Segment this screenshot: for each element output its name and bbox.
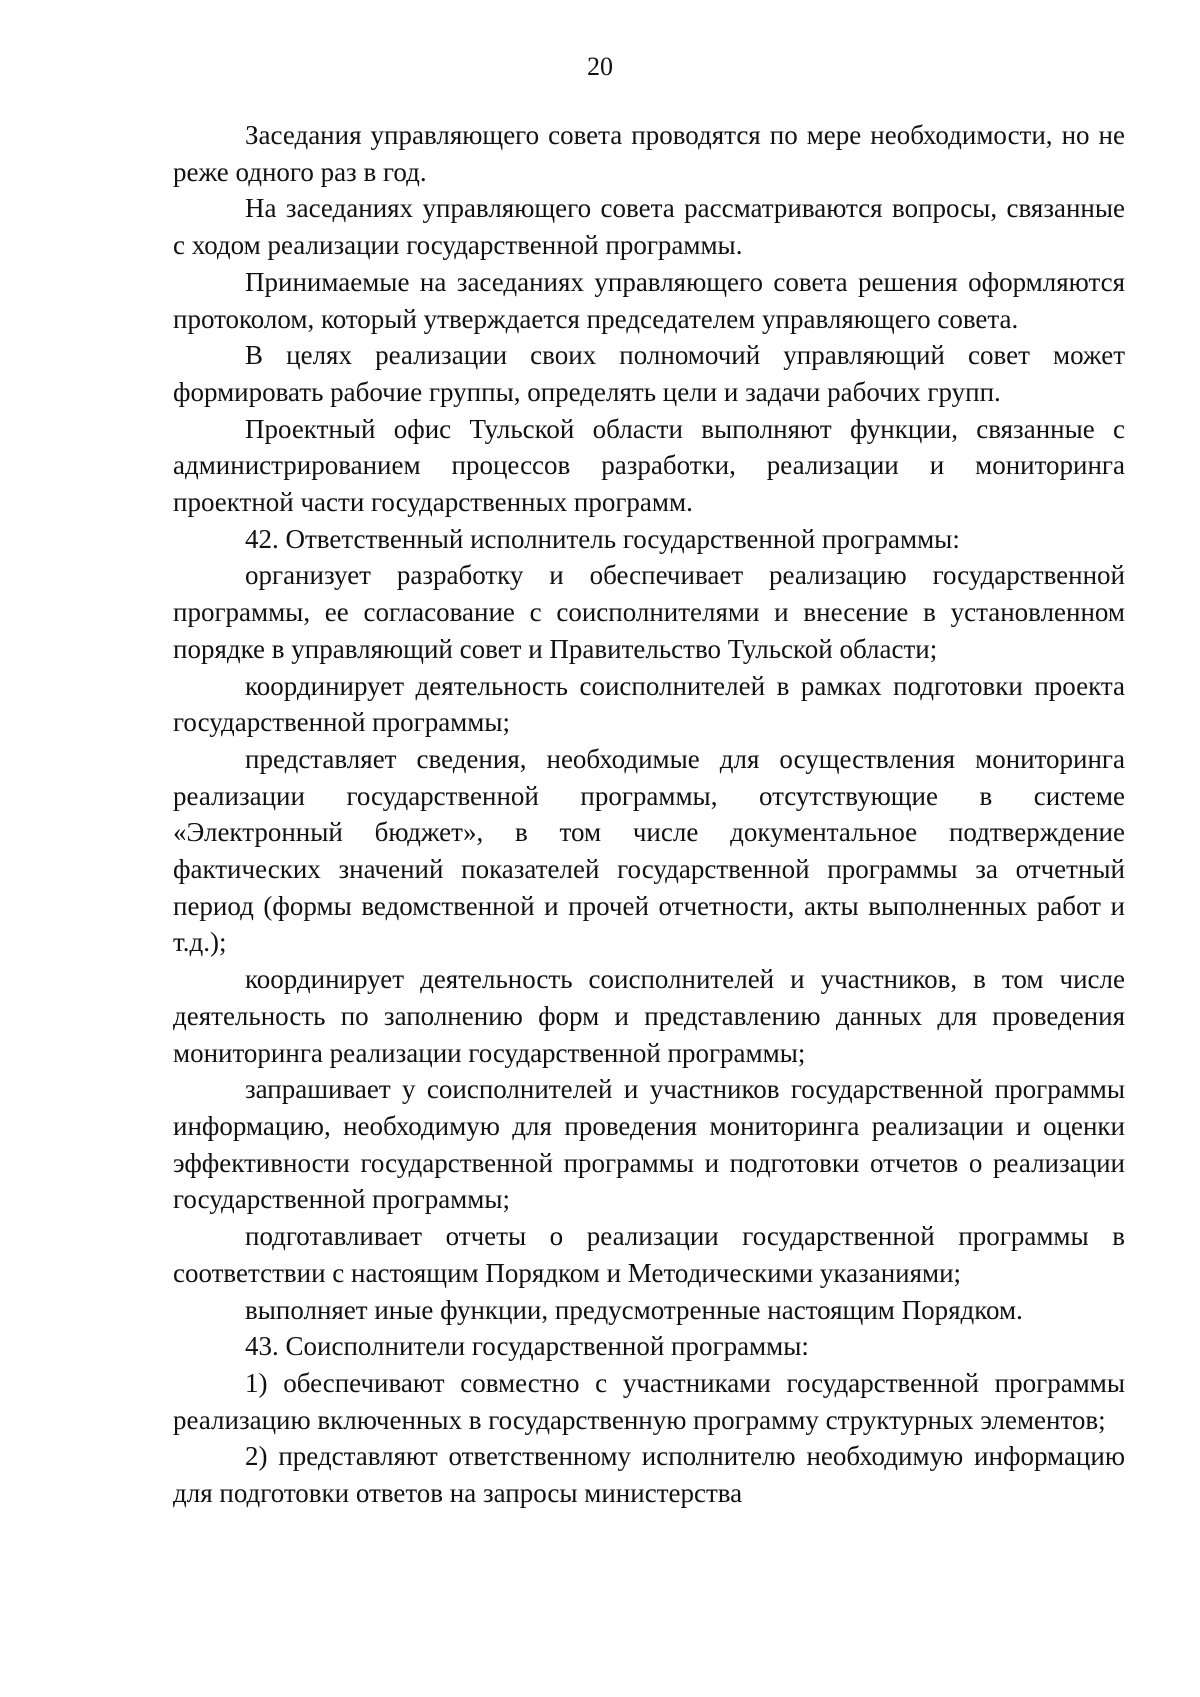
section-heading-43: 43. Соисполнители государственной программы: bbox=[245, 1331, 809, 1362]
paragraph-council-meetings-frequency: Заседания управляющего совета проводятся по мере необходимости, но не реже одного раз в год. bbox=[173, 120, 1125, 187]
list-item-prepares-reports: подготавливает отчеты о реализации государственной программы в соответствии с настоящим Порядком и Методическими указаниями; bbox=[173, 1221, 1125, 1288]
list-item-organizes-development: организует разработку и обеспечивает реализацию государственной программы, ее согласование с соисполнителями и внесение в установленном порядке в управляющий совет и Правительство Тульской области; bbox=[173, 560, 1125, 664]
section-heading-42: 42. Ответственный исполнитель государственной программы: bbox=[245, 523, 960, 554]
list-item-2-provide-information: 2) представляют ответственному исполнителю необходимую информацию для подготовки ответов на запросы министерства bbox=[173, 1441, 1125, 1509]
list-item-provides-monitoring-info: представляет сведения, необходимые для осуществления мониторинга реализации государственной программы, отсутствующие в системе «Электронный бюджет», в том числе документальное подтверждение фактических значений показателей государственной программы за отчетный период (формы ведомственной и прочей отчетности, акты выполненных работ и т.д.); bbox=[173, 743, 1125, 958]
list-item-coordinates-co-executors: координирует деятельность соисполнителей в рамках подготовки проекта государственной программы; bbox=[173, 670, 1125, 738]
paragraph-project-office: Проектный офис Тульской области выполняют функции, связанные с администрированием процессов разработки, реализации и мониторинга проектной части государственных программ. bbox=[173, 413, 1125, 518]
page-number: 20 bbox=[587, 52, 613, 81]
list-item-requests-information: запрашивает у соисполнителей и участников государственной программы информацию, необходимую для проведения мониторинга реализации и оценки эффективности государственной программы и подготовки отчетов о реализации государственной программы; bbox=[173, 1074, 1125, 1215]
list-item-other-functions: выполняет иные функции, предусмотренные настоящим Порядком. bbox=[245, 1294, 1023, 1325]
list-item-coordinates-participants: координирует деятельность соисполнителей и участников, в том числе деятельность по заполнению форм и представлению данных для проведения мониторинга реализации государственной программы; bbox=[173, 964, 1125, 1068]
list-item-1-ensure-implementation: 1) обеспечивают совместно с участниками государственной программы реализацию включенных в государственную программу структурных элементов; bbox=[173, 1367, 1125, 1435]
paragraph-council-decisions: Принимаемые на заседаниях управляющего совета решения оформляются протоколом, который утверждается председателем управляющего совета. bbox=[173, 266, 1125, 334]
document-body bbox=[173, 117, 1125, 1512]
paragraph-council-meetings-agenda: На заседаниях управляющего совета рассматриваются вопросы, связанные с ходом реализации государственной программы. bbox=[173, 193, 1125, 261]
paragraph-working-groups: В целях реализации своих полномочий управляющий совет может формировать рабочие группы, определять цели и задачи рабочих групп. bbox=[173, 340, 1125, 407]
